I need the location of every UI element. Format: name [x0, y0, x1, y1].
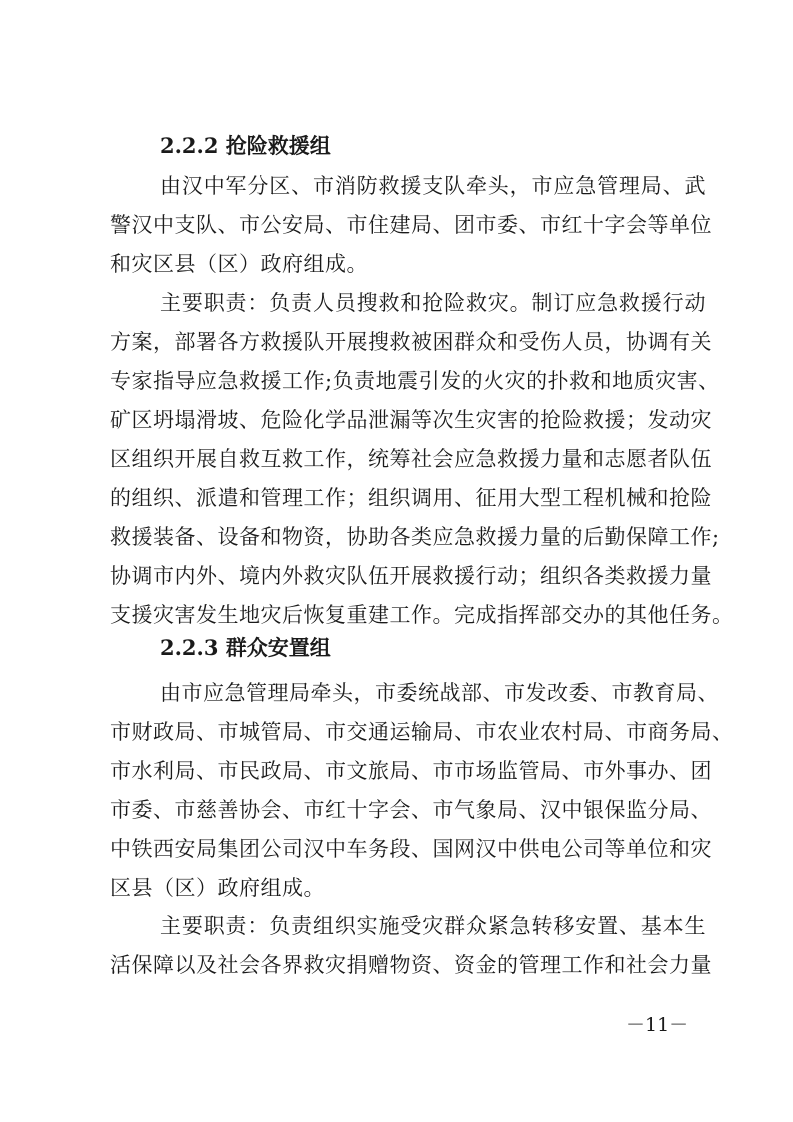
paragraph-line: 的组织、派遣和管理工作；组织调用、征用大型工程机械和抢险 — [110, 486, 712, 510]
paragraph-line: 警汉中支队、市公安局、市住建局、团市委、市红十字会等单位 — [110, 213, 712, 237]
paragraph-line: 方案，部署各方救援队开展搜救被困群众和受伤人员，协调有关 — [110, 330, 712, 354]
paragraph-line: 主要职责：负责人员搜救和抢险救灾。制订应急救援行动 — [160, 291, 706, 315]
paragraph-line: 中铁西安局集团公司汉中车务段、国网汉中供电公司等单位和灾 — [110, 837, 712, 861]
page-number: －11－ — [626, 1014, 689, 1036]
paragraph-line: 市委、市慈善协会、市红十字会、市气象局、汉中银保监分局、 — [110, 798, 712, 822]
paragraph-line: 矿区坍塌滑坡、危险化学品泄漏等次生灾害的抢险救援；发动灾 — [110, 408, 712, 432]
paragraph-line: 由汉中军分区、市消防救援支队牵头，市应急管理局、武 — [160, 174, 706, 198]
paragraph-line: 区县（区）政府组成。 — [110, 876, 325, 900]
paragraph-line: 救援装备、设备和物资，协助各类应急救援力量的后勤保障工作; — [110, 525, 720, 549]
paragraph-line: 活保障以及社会各界救灾捐赠物资、资金的管理工作和社会力量 — [110, 953, 712, 977]
paragraph-line: 和灾区县（区）政府组成。 — [110, 252, 368, 276]
paragraph-line: 市水利局、市民政局、市文旅局、市市场监管局、市外事办、团 — [110, 759, 712, 783]
section-heading-2-2-3: 2.2.3 群众安置组 — [160, 635, 331, 660]
paragraph-line: 由市应急管理局牵头，市委统战部、市发改委、市教育局、 — [160, 681, 719, 705]
paragraph-line: 主要职责：负责组织实施受灾群众紧急转移安置、基本生 — [160, 914, 706, 938]
paragraph-line: 专家指导应急救援工作;负责地震引发的火灾的扑救和地质灾害、 — [110, 369, 720, 393]
paragraph-line: 区组织开展自救互救工作，统筹社会应急救援力量和志愿者队伍 — [110, 447, 712, 471]
section-heading-2-2-2: 2.2.2 抢险救援组 — [160, 133, 331, 158]
paragraph-line: 支援灾害发生地灾后恢复重建工作。完成指挥部交办的其他任务。 — [110, 603, 734, 627]
paragraph-line: 市财政局、市城管局、市交通运输局、市农业农村局、市商务局、 — [110, 720, 734, 744]
paragraph-line: 协调市内外、境内外救灾队伍开展救援行动；组织各类救援力量 — [110, 564, 712, 588]
